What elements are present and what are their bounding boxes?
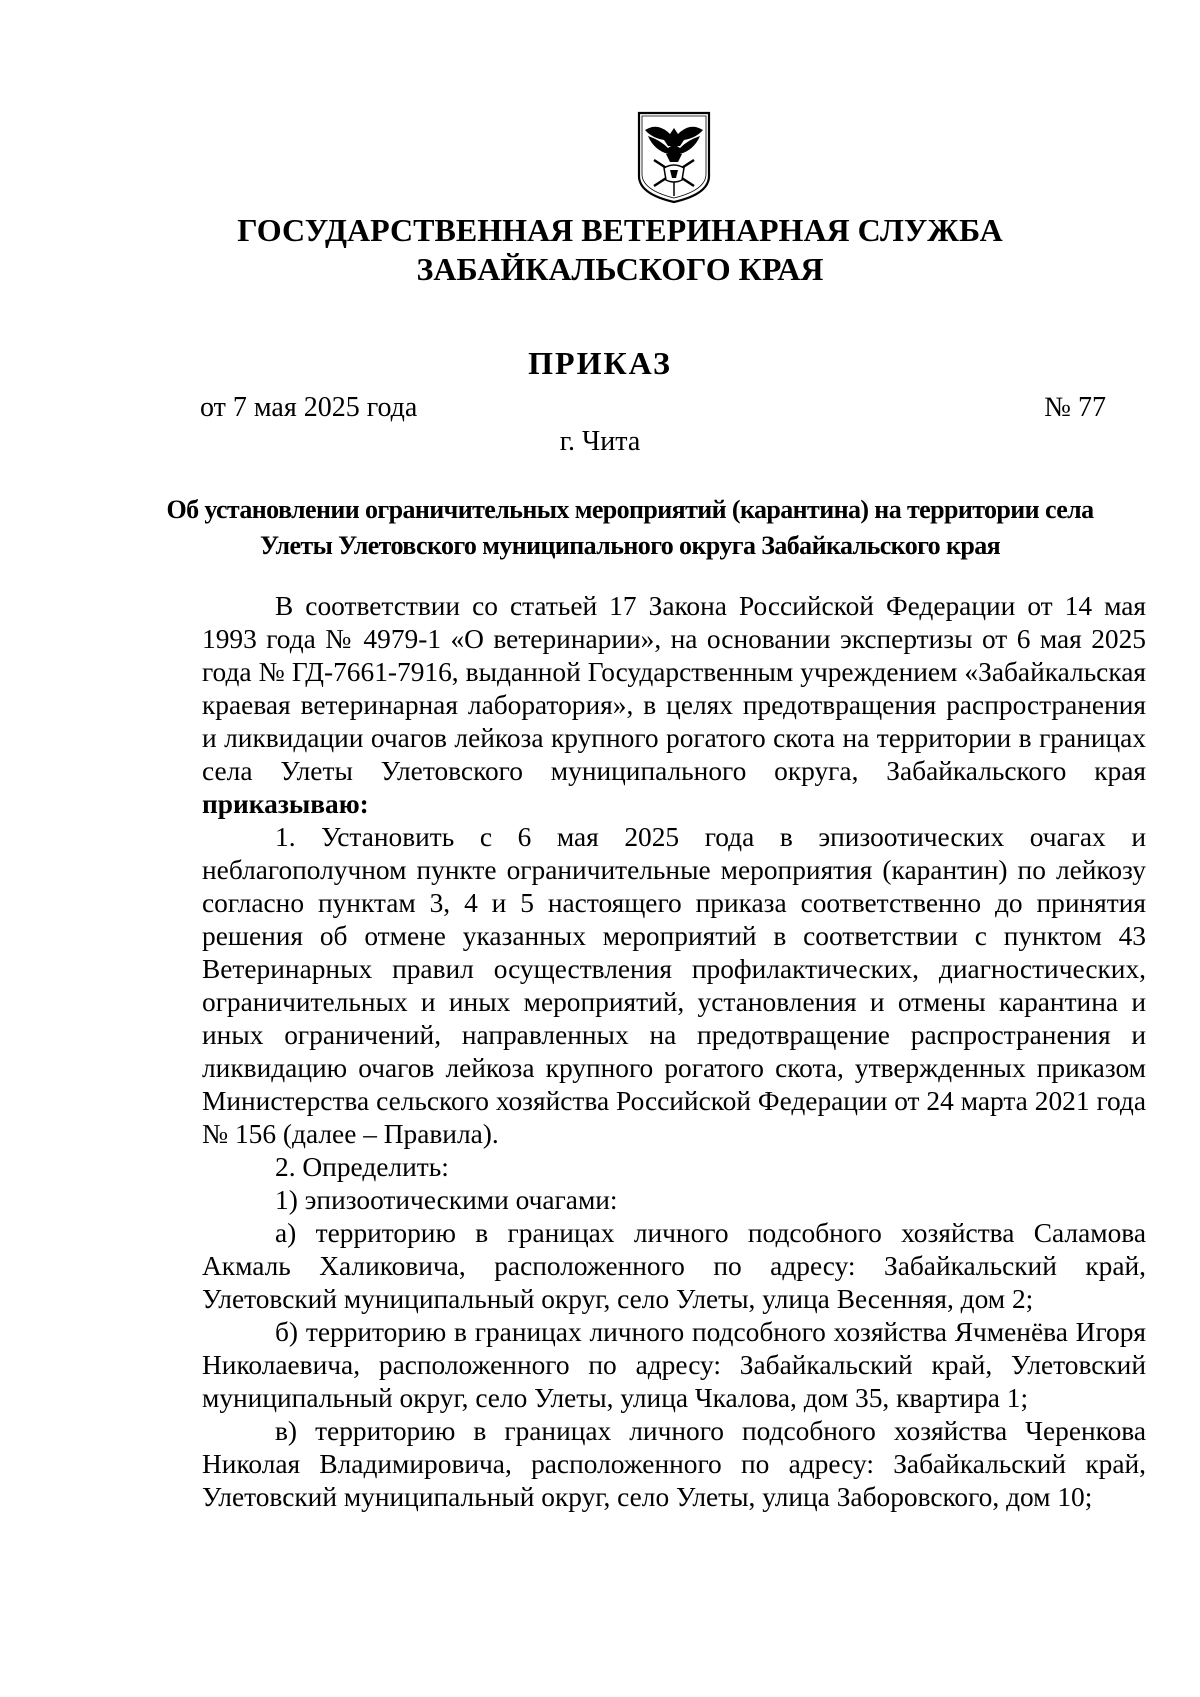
organization-name-line-2: ЗАБАЙКАЛЬСКОГО КРАЯ [416,251,824,287]
subject-line-1: Об установлении ограничительных мероприятий (карантина) на территории села [166,495,1094,524]
document-city: г. Чита [559,426,641,457]
organization-name-line-1: ГОСУДАРСТВЕННАЯ ВЕТЕРИНАРНАЯ СЛУЖБА [237,212,1003,248]
preamble-paragraph [202,590,1146,821]
paragraph-2: 2. Определить: [275,1152,449,1182]
document-type-title: ПРИКАЗ [528,345,672,381]
document-body [202,590,1146,1514]
document-date: от 7 мая 2025 года [200,392,418,423]
document-subject [150,492,1110,564]
coat-of-arms-emblem [636,110,712,204]
paragraph-2-c: в) территорию в границах личного подсобного хозяйства Черенкова Николая Владимировича, расположенного по адресу: Забайкальский край, Улетовский муниципальный округ, село Улеты, улица Заборовского, дом 10; [202,1416,1146,1512]
preamble-text: В соответствии со статьей 17 Закона Российской Федерации от 14 мая 1993 года № 4979-1 «О ветеринарии», на основании экспертизы от 6 мая 2025 года № ГД-7661-7916, выданной Государственным учреждением «Забайкальская краевая ветеринарная лаборатория», в целях предотвращения распространения и ликвидации очагов лейкоза крупного рогатого скота на территории в границах села Улеты Улетовского муниципального округа, Забайкальского края [202,591,1146,786]
paragraph-2-b: б) территорию в границах личного подсобного хозяйства Ячменёва Игоря Николаевича, расположенного по адресу: Забайкальский край, Улетовский муниципальный округ, село Улеты, улица Чкалова, дом 35, квартира 1; [202,1317,1146,1413]
subject-line-2: Улеты Улетовского муниципального округа Забайкальского края [259,531,1001,560]
paragraph-2-a: а) территорию в границах личного подсобного хозяйства Саламова Акмаль Халиковича, расположенного по адресу: Забайкальский край, Улетовский муниципальный округ, село Улеты, улица Весенняя, дом 2; [202,1218,1146,1314]
order-word: приказываю: [202,789,369,819]
document-number: № 77 [1044,392,1106,423]
paragraph-2-1: 1) эпизоотическими очагами: [275,1185,618,1215]
paragraph-1: 1. Установить с 6 мая 2025 года в эпизоотических очагах и неблагополучном пункте ограничительные мероприятия (карантин) по лейкозу согласно пунктам 3, 4 и 5 настоящего приказа соответственно до принятия решения об отмене указанных мероприятий в соответствии с пунктом 43 Ветеринарных правил осуществления профилактических, диагностических, ограничительных и иных мероприятий, установления и отмены карантина и иных ограничений, направленных на предотвращение распространения и ликвидацию очагов лейкоза крупного рогатого скота, утвержденных приказом Министерства сельского хозяйства Российской Федерации от 24 марта 2021 года № 156 (далее – Правила). [202,822,1146,1149]
